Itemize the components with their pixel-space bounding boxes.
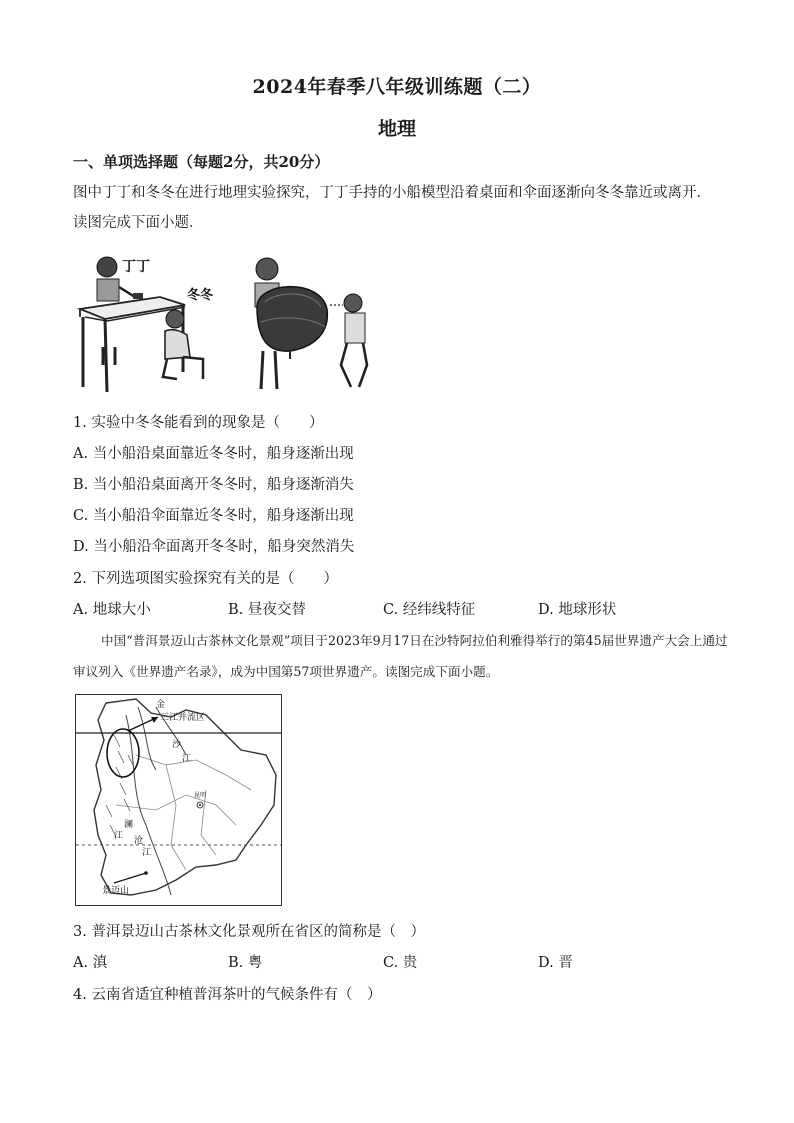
label-sanjiang: 三江并流区 <box>160 713 206 723</box>
label-jingmai: 景迈山 <box>102 886 130 896</box>
label-cang: 沧 <box>134 836 144 846</box>
section-heading: 一、单项选择题（每题2分，共20分） <box>73 153 330 171</box>
question-1-option-b[interactable]: B. 当小船沿桌面离开冬冬时，船身逐渐消失 <box>73 477 354 493</box>
question-1-option-a[interactable]: A. 当小船沿桌面靠近冬冬时，船身逐渐出现 <box>73 446 354 462</box>
sanjiang-ellipse <box>107 729 139 777</box>
question-3-option-b[interactable]: B. 粤 <box>228 955 263 971</box>
experiment-illustration <box>75 247 385 397</box>
label-dingding: 丁丁 <box>122 259 150 275</box>
question-1-stem: 1. 实验中冬冬能看到的现象是（ ） <box>73 415 324 431</box>
question-2-options <box>73 598 693 619</box>
yunnan-map <box>75 694 282 906</box>
label-dongdong: 冬冬 <box>187 288 214 303</box>
intro-paragraph-2: 中国“普洱景迈山古茶林文化景观”项目于2023年9月17日在沙特阿拉伯利雅得举行的第45届世界遗产大会上通过审议列入《世界遗产名录》，成为中国第57项世界遗产。读图完成下面小题。 <box>73 633 728 679</box>
question-3-options <box>73 951 693 972</box>
label-kunming: 昆明 <box>194 792 207 799</box>
question-3-option-c[interactable]: C. 贵 <box>383 955 418 971</box>
experiment-figure <box>75 247 385 397</box>
question-3-option-a[interactable]: A. 滇 <box>73 955 108 971</box>
question-1-option-d[interactable]: D. 当小船沿伞面离开冬冬时，船身突然消失 <box>73 539 355 555</box>
label-jiang-1: 江 <box>182 754 192 764</box>
question-2-option-a[interactable]: A. 地球大小 <box>73 602 151 618</box>
question-2-option-b[interactable]: B. 昼夜交替 <box>228 602 306 618</box>
question-2-option-d[interactable]: D. 地球形状 <box>538 602 617 618</box>
question-3-stem: 3. 普洱景迈山古茶林文化景观所在省区的简称是（ ） <box>73 924 425 940</box>
question-2-stem: 2. 下列选项图实验探究有关的是（ ） <box>73 571 338 587</box>
question-3-option-d[interactable]: D. 晋 <box>538 955 573 971</box>
page-title: 2024年春季八年级训练题（二） <box>252 76 542 98</box>
label-sha: 沙 <box>172 740 182 750</box>
label-jiang-3: 江 <box>142 848 152 858</box>
label-jiang-2: 江 <box>114 831 124 841</box>
subject-title: 地理 <box>377 118 416 140</box>
label-jin: 金 <box>156 700 166 710</box>
question-1-option-c[interactable]: C. 当小船沿伞面靠近冬冬时，船身逐渐出现 <box>73 508 354 524</box>
question-4-stem: 4. 云南省适宜种植普洱茶叶的气候条件有（ ） <box>73 987 382 1003</box>
label-lan: 澜 <box>124 820 134 830</box>
yunnan-map-svg <box>76 695 281 905</box>
question-2-option-c[interactable]: C. 经纬线特征 <box>383 602 476 618</box>
intro-paragraph-1: 图中丁丁和冬冬在进行地理实验探究，丁丁手持的小船模型沿着桌面和伞面逐渐向冬冬靠近或离开．读图完成下面小题． <box>73 185 711 231</box>
